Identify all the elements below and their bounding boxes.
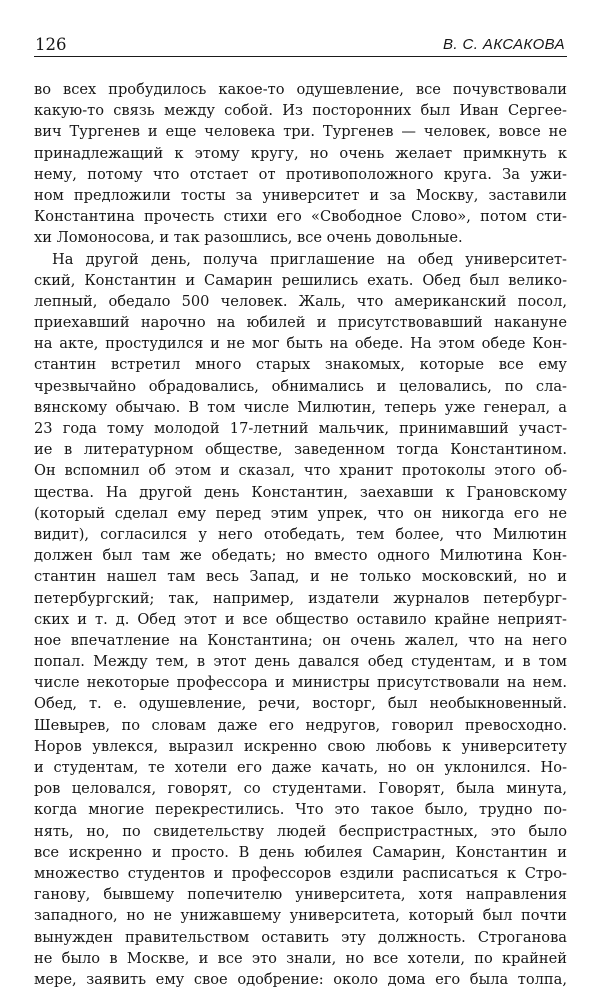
text-line: ное впечатление на Константина; он очень жалел, что на него (34, 630, 567, 651)
text-line: 23 года тому молодой 17-летний мальчик, принимавший участ- (34, 418, 567, 439)
text-line: должен был там же обедать; но вместо одного Милютина Кон- (34, 545, 567, 566)
book-page (34, 30, 567, 990)
text-line: нять, но, по свидетельству людей беспристрастных, это было (34, 821, 567, 842)
text-line: нему, потому что отстает от противоположного круга. За ужи- (34, 164, 567, 185)
text-line: мере, заявить ему свое одобрение: около дома его была толпа, (34, 969, 567, 990)
text-line: На другой день, получа приглашение на обед университет- (34, 249, 567, 270)
text-line: ров целовался, говорят, со студентами. Говорят, была минута, (34, 778, 567, 799)
page-header (34, 30, 567, 57)
text-line: числе некоторые профессора и министры присутствовали на нем. (34, 672, 567, 693)
text-line: щества. На другой день Константин, заехавши к Грановскому (34, 482, 567, 503)
text-line: вянскому обычаю. В том числе Милютин, теперь уже генерал, а (34, 397, 567, 418)
text-line: попал. Между тем, в этот день давался обед студентам, и в том (34, 651, 567, 672)
text-line: видит), согласился у него отобедать, тем более, что Милютин (34, 524, 567, 545)
text-line: чрезвычайно обрадовались, обнимались и целовались, по сла- (34, 376, 567, 397)
text-line: ский, Константин и Самарин решились ехать. Обед был велико- (34, 270, 567, 291)
text-line: на акте, простудился и не мог быть на обеде. На этом обеде Кон- (34, 333, 567, 354)
text-line: стантин встретил много старых знакомых, которые все ему (34, 354, 567, 375)
text-line: Норов увлекся, выразил искренно свою любовь к университету (34, 736, 567, 757)
text-line: Шевырев, по словам даже его недругов, говорил превосходно. (34, 715, 567, 736)
text-line: вынужден правительством оставить эту должность. Строганова (34, 927, 567, 948)
text-line: все искренно и просто. В день юбилея Самарин, Константин и (34, 842, 567, 863)
text-line: стантин нашел там весь Запад, и не только московский, но и (34, 566, 567, 587)
text-line: когда многие перекрестились. Что это такое было, трудно по- (34, 799, 567, 820)
text-line: ие в литературном обществе, заведенном тогда Константином. (34, 439, 567, 460)
text-line: какую-то связь между собой. Из посторонних был Иван Сергее- (34, 100, 567, 121)
body-text (34, 79, 567, 990)
page-number: 126 (34, 34, 67, 56)
text-line: Константина прочесть стихи его «Свободное Слово», потом сти- (34, 206, 567, 227)
text-line: Он вспомнил об этом и сказал, что хранит протоколы этого об- (34, 460, 567, 481)
text-line: вич Тургенев и еще человека три. Тургенев — человек, вовсе не (34, 121, 567, 142)
paragraph (34, 249, 567, 990)
text-line: во всех пробудилось какое-то одушевление, все почувствовали (34, 79, 567, 100)
text-line: и студентам, те хотели его даже качать, но он уклонился. Но- (34, 757, 567, 778)
text-line: не было в Москве, и все это знали, но все хотели, по крайней (34, 948, 567, 969)
text-line: петербургский; так, например, издатели журналов петербург- (34, 588, 567, 609)
paragraph (34, 79, 567, 249)
text-line: множество студентов и профессоров ездили расписаться к Стро- (34, 863, 567, 884)
text-line: западного, но не унижавшему университета, который был почти (34, 905, 567, 926)
text-line: (который сделал ему перед этим упрек, что он никогда его не (34, 503, 567, 524)
text-line: ном предложили тосты за университет и за Москву, заставили (34, 185, 567, 206)
text-line: ских и т. д. Обед этот и все общество оставило крайне неприят- (34, 609, 567, 630)
text-line: Обед, т. е. одушевление, речи, восторг, был необыкновенный. (34, 693, 567, 714)
text-line: хи Ломоносова, и так разошлись, все очень довольные. (34, 227, 567, 248)
text-line: лепный, обедало 500 человек. Жаль, что американский посол, (34, 291, 567, 312)
running-title: В. С. АКСАКОВА (443, 34, 567, 56)
text-line: ганову, бывшему попечителю университета, хотя направления (34, 884, 567, 905)
text-line: принадлежащий к этому кругу, но очень желает примкнуть к (34, 143, 567, 164)
text-line: приехавший нарочно на юбилей и присутствовавший накануне (34, 312, 567, 333)
